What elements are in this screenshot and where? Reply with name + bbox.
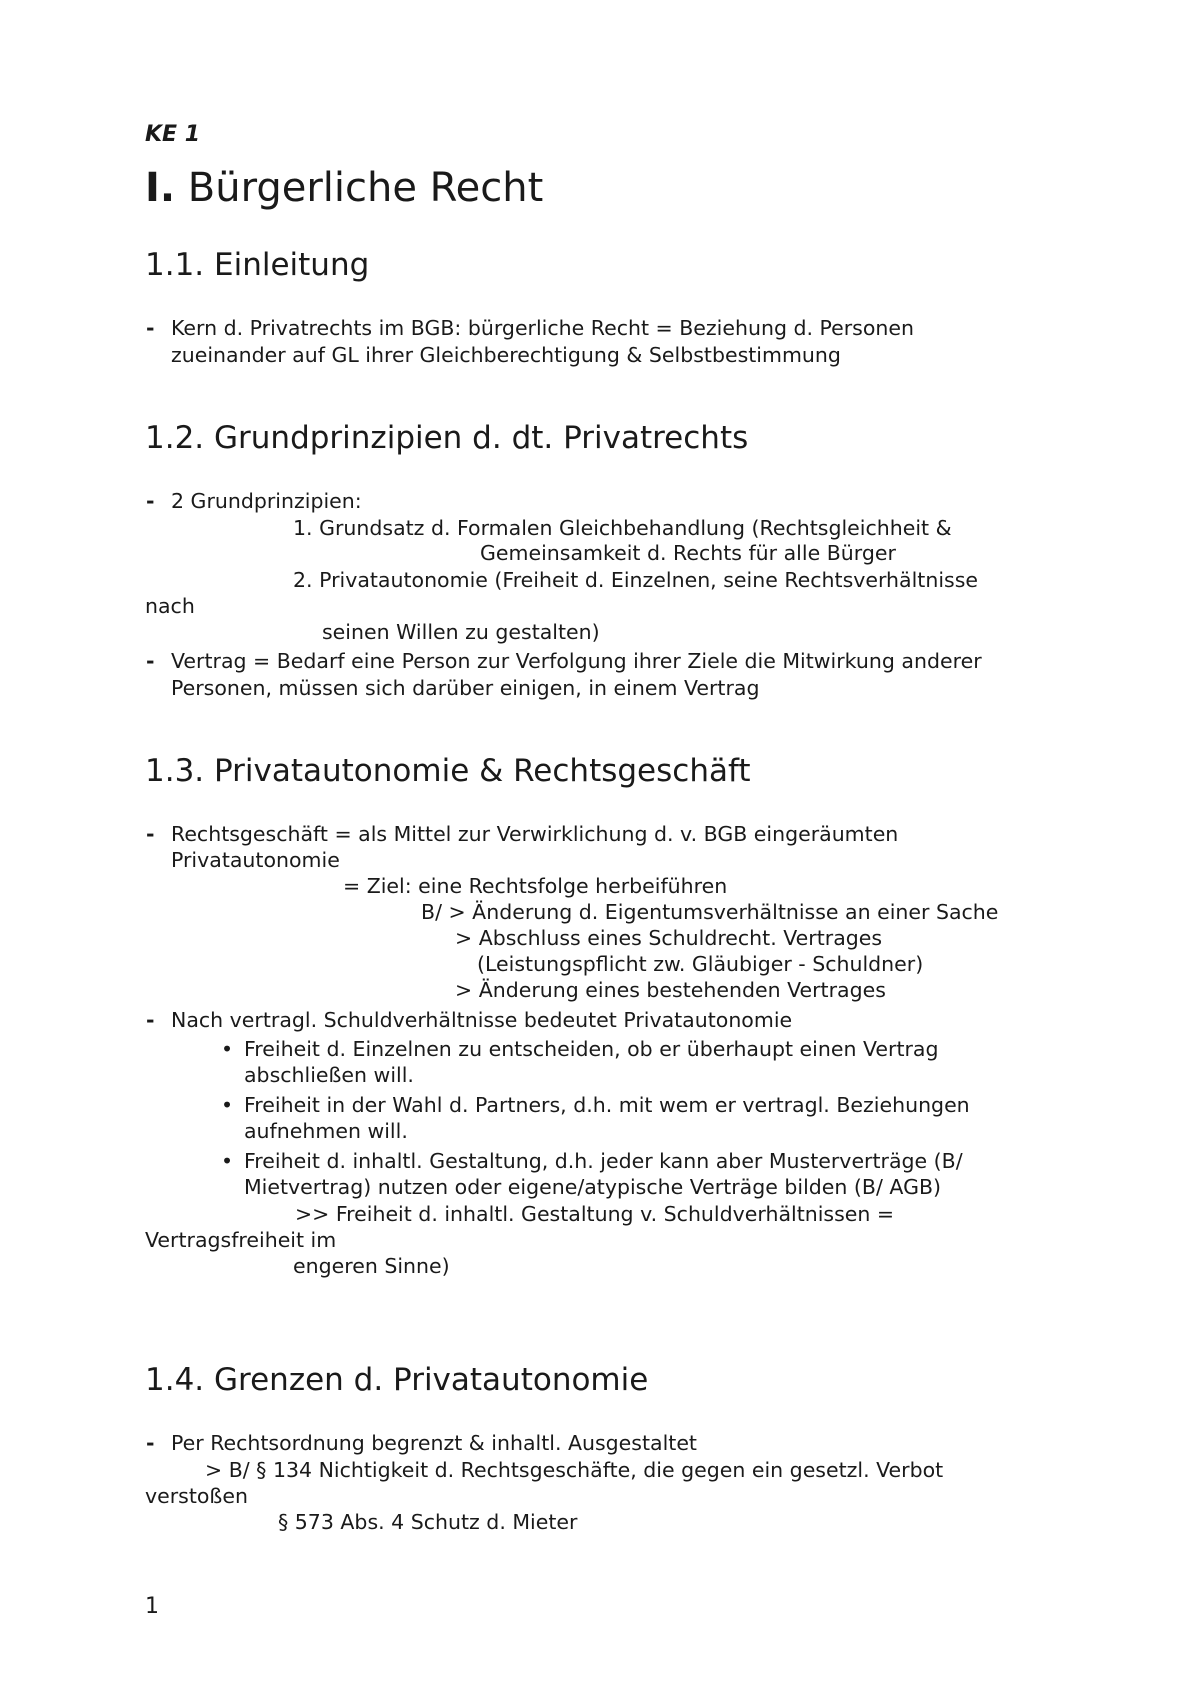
title-text: Bürgerliche Recht [187, 165, 544, 211]
text-line: Nach vertragl. Schuldverhältnisse bedeutet Privatautonomie [171, 1008, 793, 1032]
ke-label: KE 1 [145, 122, 201, 147]
text-line: seinen Willen zu gestalten) [322, 620, 600, 644]
text-line: 2. Privatautonomie (Freiheit d. Einzelnen, seine Rechtsverhältnisse [293, 568, 979, 592]
text-line: Rechtsgeschäft = als Mittel zur Verwirklichung d. v. BGB eingeräumten [171, 822, 899, 846]
text-line: > B/ § 134 Nichtigkeit d. Rechtsgeschäfte, die gegen ein gesetzl. Verbot [205, 1458, 944, 1482]
heading-1-1: 1.1. Einleitung [145, 247, 370, 283]
text-line: Kern d. Privatrechts im BGB: bürgerliche Recht = Beziehung d. Personen [171, 316, 915, 340]
bullet-dash: - [146, 822, 155, 846]
text-line: Mietvertrag) nutzen oder eigene/atypische Verträge bilden (B/ AGB) [244, 1175, 942, 1199]
text-line: nach [145, 594, 195, 618]
text-line: Gemeinsamkeit d. Rechts für alle Bürger [480, 541, 896, 565]
page-title [145, 165, 544, 211]
text-line: § 573 Abs. 4 Schutz d. Mieter [278, 1510, 578, 1534]
bullet-dash: - [146, 1431, 155, 1455]
text-line: engeren Sinne) [293, 1254, 450, 1278]
heading-1-2: 1.2. Grundprinzipien d. dt. Privatrechts [145, 420, 749, 456]
bullet-dot: • [221, 1037, 234, 1061]
page-number: 1 [145, 1594, 159, 1619]
text-line: Vertragsfreiheit im [145, 1228, 337, 1252]
bullet-dash: - [146, 316, 155, 340]
bullet-dot: • [221, 1149, 234, 1173]
heading-1-3: 1.3. Privatautonomie & Rechtsgeschäft [145, 753, 751, 789]
text-line: verstoßen [145, 1484, 248, 1508]
bullet-dot: • [221, 1093, 234, 1117]
text-line: Per Rechtsordnung begrenzt & inhaltl. Ausgestaltet [171, 1431, 697, 1455]
text-line: >> Freiheit d. inhaltl. Gestaltung v. Schuldverhältnissen = [295, 1202, 895, 1226]
text-line: Freiheit d. Einzelnen zu entscheiden, ob er überhaupt einen Vertrag [244, 1037, 939, 1061]
title-number: I. [145, 165, 176, 211]
text-line: zueinander auf GL ihrer Gleichberechtigung & Selbstbestimmung [171, 343, 841, 367]
text-line: (Leistungspflicht zw. Gläubiger - Schuldner) [477, 952, 924, 976]
text-line: abschließen will. [244, 1063, 414, 1087]
text-line: Vertrag = Bedarf eine Person zur Verfolgung ihrer Ziele die Mitwirkung anderer [171, 649, 982, 673]
heading-1-4: 1.4. Grenzen d. Privatautonomie [145, 1362, 649, 1398]
text-line: B/ > Änderung d. Eigentumsverhältnisse an einer Sache [421, 900, 999, 924]
text-line: > Änderung eines bestehenden Vertrages [455, 978, 886, 1002]
text-line: Freiheit d. inhaltl. Gestaltung, d.h. jeder kann aber Musterverträge (B/ [244, 1149, 963, 1173]
text-line: 2 Grundprinzipien: [171, 489, 362, 513]
text-line: = Ziel: eine Rechtsfolge herbeiführen [343, 874, 728, 898]
text-line: aufnehmen will. [244, 1119, 408, 1143]
text-line: Privatautonomie [171, 848, 340, 872]
text-line: > Abschluss eines Schuldrecht. Vertrages [455, 926, 883, 950]
text-line: Freiheit in der Wahl d. Partners, d.h. mit wem er vertragl. Beziehungen [244, 1093, 970, 1117]
text-line: 1. Grundsatz d. Formalen Gleichbehandlung (Rechtsgleichheit & [293, 516, 952, 540]
text-line: Personen, müssen sich darüber einigen, in einem Vertrag [171, 676, 760, 700]
bullet-dash: - [146, 489, 155, 513]
bullet-dash: - [146, 1008, 155, 1032]
bullet-dash: - [146, 649, 155, 673]
